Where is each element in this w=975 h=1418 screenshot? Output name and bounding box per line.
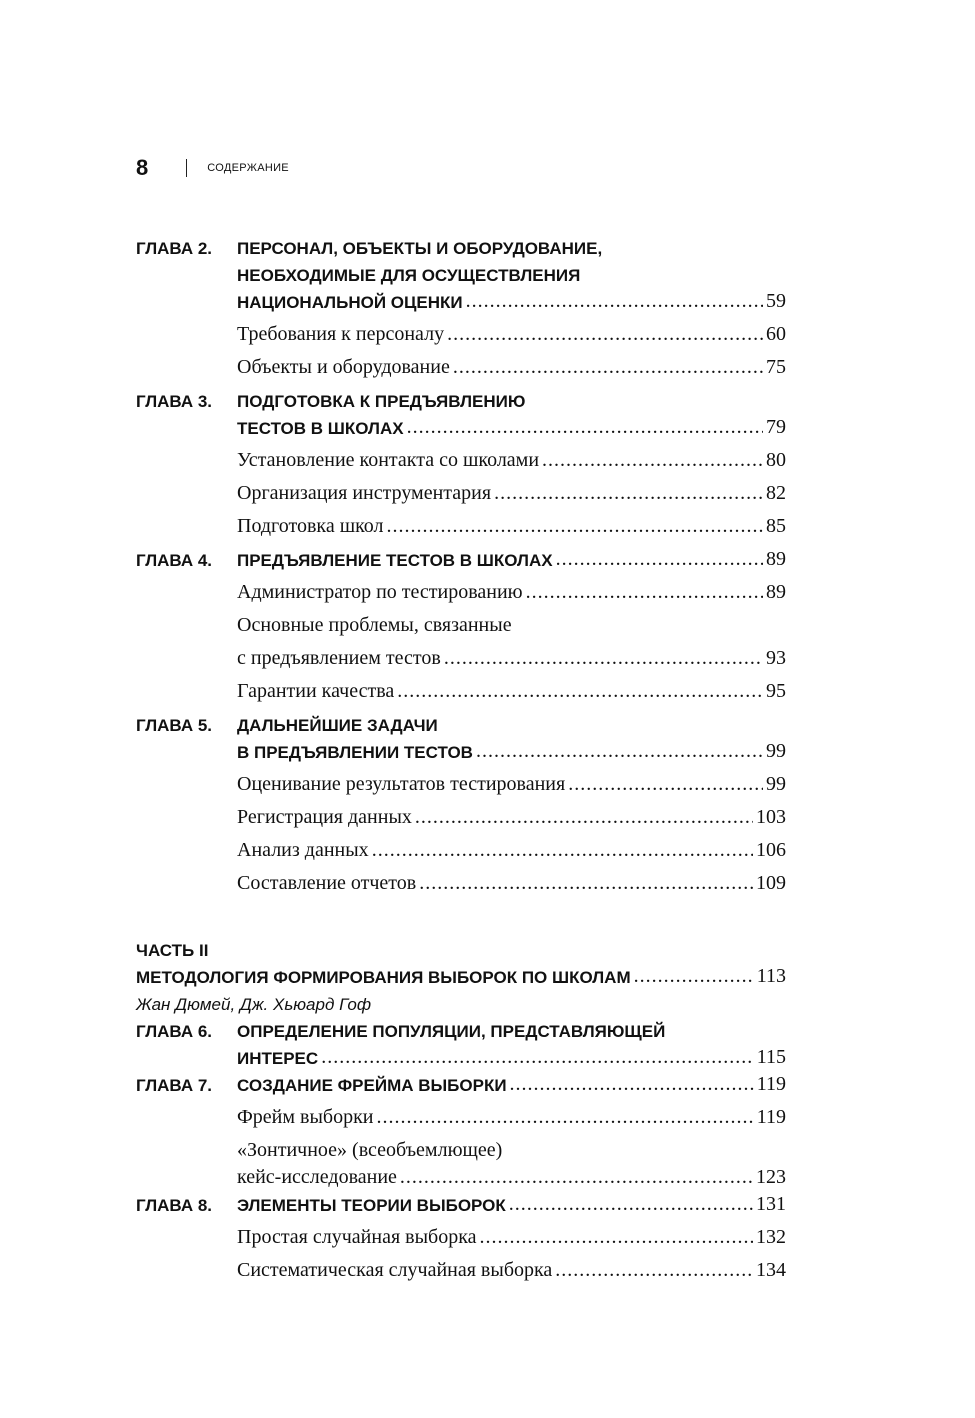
dot-leader xyxy=(509,1193,753,1216)
chapter-title: НАЦИОНАЛЬНОЙ ОЦЕНКИ xyxy=(237,293,463,312)
chapter-title: ЭЛЕМЕНТЫ ТЕОРИИ ВЫБОРОК xyxy=(237,1196,506,1215)
dot-leader xyxy=(466,290,763,313)
toc-entry xyxy=(136,1221,786,1249)
entry-title: с предъявлением тестов xyxy=(237,647,441,669)
toc-chapter-2-line2 xyxy=(136,258,786,286)
toc-chapter-3-line2 xyxy=(136,411,786,439)
page-ref: 131 xyxy=(756,1193,786,1215)
toc-chapter-6-line1 xyxy=(136,1014,786,1042)
page-ref: 60 xyxy=(766,323,786,345)
entry-title: Анализ данных xyxy=(237,839,369,861)
chapter-title: В ПРЕДЪЯВЛЕНИИ ТЕСТОВ xyxy=(237,743,473,762)
toc-entry xyxy=(136,1134,786,1162)
toc-part-2-authors xyxy=(136,987,786,1015)
toc-entry xyxy=(136,867,786,895)
page-ref: 119 xyxy=(756,1073,786,1095)
page-ref: 123 xyxy=(756,1166,786,1188)
page-ref: 79 xyxy=(766,416,786,438)
page-ref: 99 xyxy=(766,773,786,795)
dot-leader xyxy=(444,647,763,670)
part-title: МЕТОДОЛОГИЯ ФОРМИРОВАНИЯ ВЫБОРОК ПО ШКОЛАМ xyxy=(136,968,631,987)
toc-entry xyxy=(136,477,786,505)
entry-title: Требования к персоналу xyxy=(237,323,445,345)
chapter-label: ГЛАВА 3. xyxy=(136,392,213,411)
part-label: ЧАСТЬ II xyxy=(136,941,209,960)
dot-leader xyxy=(510,1073,754,1096)
toc-entry xyxy=(136,642,786,670)
chapter-title: НЕОБХОДИМЫЕ ДЛЯ ОСУЩЕСТВЛЕНИЯ xyxy=(237,266,581,285)
chapter-title: ПЕРСОНАЛ, ОБЪЕКТЫ И ОБОРУДОВАНИЕ, xyxy=(237,239,603,258)
toc-chapter-5-line1 xyxy=(136,708,786,736)
dot-leader xyxy=(634,965,754,988)
dot-leader xyxy=(407,416,763,439)
toc-chapter-2-line1 xyxy=(136,231,786,259)
entry-title: Гарантии качества xyxy=(237,680,395,702)
entry-title: Фрейм выборки xyxy=(237,1106,374,1128)
toc-chapter-7 xyxy=(136,1068,786,1096)
dot-leader xyxy=(542,449,763,472)
entry-title: «Зонтичное» (всеобъемлющее) xyxy=(237,1139,503,1161)
page-ref: 106 xyxy=(756,839,786,861)
page-ref: 93 xyxy=(766,647,786,669)
dot-leader xyxy=(556,548,763,571)
entry-title: Регистрация данных xyxy=(237,806,412,828)
toc-chapter-8 xyxy=(136,1188,786,1216)
chapter-title: ДАЛЬНЕЙШИЕ ЗАДАЧИ xyxy=(237,716,438,735)
toc-part-2-label xyxy=(136,933,786,961)
page-ref: 89 xyxy=(766,581,786,603)
dot-leader xyxy=(372,839,753,862)
running-title: СОДЕРЖАНИЕ xyxy=(207,162,289,174)
page-number: 8 xyxy=(136,155,149,180)
dot-leader xyxy=(321,1046,754,1069)
toc-part-2-title xyxy=(136,960,786,988)
dot-leader xyxy=(476,740,763,763)
dot-leader xyxy=(494,482,763,505)
chapter-title: ТЕСТОВ В ШКОЛАХ xyxy=(237,419,404,438)
page-ref: 82 xyxy=(766,482,786,504)
dot-leader xyxy=(526,581,763,604)
dot-leader xyxy=(415,806,753,829)
part-authors: Жан Дюмей, Дж. Хьюард Гоф xyxy=(136,995,372,1014)
toc-entry xyxy=(136,510,786,538)
toc-chapter-4 xyxy=(136,543,786,571)
page-ref: 115 xyxy=(756,1046,786,1068)
entry-title: Установление контакта со школами xyxy=(237,449,540,471)
page-ref: 75 xyxy=(766,356,786,378)
dot-leader xyxy=(419,872,753,895)
toc-entry xyxy=(136,576,786,604)
toc-chapter-6-line2 xyxy=(136,1041,786,1069)
page-ref: 103 xyxy=(756,806,786,828)
chapter-title: ИНТЕРЕС xyxy=(237,1049,319,1068)
toc-entry xyxy=(136,609,786,637)
toc-entry xyxy=(136,318,786,346)
page-ref: 109 xyxy=(756,872,786,894)
entry-title: Простая случайная выборка xyxy=(237,1226,477,1248)
dot-leader xyxy=(400,1166,753,1189)
toc-chapter-3-line1 xyxy=(136,384,786,412)
page-ref: 59 xyxy=(766,290,786,312)
chapter-title: СОЗДАНИЕ ФРЕЙМА ВЫБОРКИ xyxy=(237,1076,507,1095)
page-ref: 119 xyxy=(756,1106,786,1128)
toc-entry xyxy=(136,1254,786,1282)
dot-leader xyxy=(568,773,763,796)
chapter-title: ПОДГОТОВКА К ПРЕДЪЯВЛЕНИЮ xyxy=(237,392,526,411)
dot-leader xyxy=(397,680,763,703)
chapter-label: ГЛАВА 8. xyxy=(136,1196,213,1215)
toc-entry xyxy=(136,1161,786,1189)
toc-entry xyxy=(136,444,786,472)
toc-entry xyxy=(136,351,786,379)
entry-title: Подготовка школ xyxy=(237,515,384,537)
dot-leader xyxy=(447,323,763,346)
entry-title: Объекты и оборудование xyxy=(237,356,450,378)
chapter-label: ГЛАВА 7. xyxy=(136,1076,213,1095)
toc-entry xyxy=(136,834,786,862)
page-ref: 113 xyxy=(756,965,786,987)
toc-entry xyxy=(136,768,786,796)
chapter-label: ГЛАВА 4. xyxy=(136,551,213,570)
dot-leader xyxy=(555,1259,753,1282)
page-ref: 89 xyxy=(766,548,786,570)
entry-title: кейс-исследование xyxy=(237,1166,397,1188)
chapter-label: ГЛАВА 6. xyxy=(136,1022,213,1041)
page-ref: 134 xyxy=(756,1259,786,1281)
entry-title: Основные проблемы, связанные xyxy=(237,614,512,636)
entry-title: Организация инструментария xyxy=(237,482,492,504)
chapter-title: ОПРЕДЕЛЕНИЕ ПОПУЛЯЦИИ, ПРЕДСТАВЛЯЮЩЕЙ xyxy=(237,1022,666,1041)
entry-title: Систематическая случайная выборка xyxy=(237,1259,553,1281)
dot-leader xyxy=(387,515,763,538)
dot-leader xyxy=(377,1106,754,1129)
page-ref: 80 xyxy=(766,449,786,471)
page-ref: 85 xyxy=(766,515,786,537)
dot-leader xyxy=(453,356,763,379)
entry-title: Составление отчетов xyxy=(237,872,417,894)
chapter-label: ГЛАВА 5. xyxy=(136,716,213,735)
toc-chapter-5-line2 xyxy=(136,735,786,763)
entry-title: Администратор по тестированию xyxy=(237,581,523,603)
entry-title: Оценивание результатов тестирования xyxy=(237,773,566,795)
chapter-title: ПРЕДЪЯВЛЕНИЕ ТЕСТОВ В ШКОЛАХ xyxy=(237,551,553,570)
toc-chapter-2-line3 xyxy=(136,285,786,313)
chapter-label: ГЛАВА 2. xyxy=(136,239,213,258)
toc-entry xyxy=(136,675,786,703)
page-ref: 99 xyxy=(766,740,786,762)
toc-entry xyxy=(136,1101,786,1129)
page-ref: 132 xyxy=(756,1226,786,1248)
toc-entry xyxy=(136,801,786,829)
dot-leader xyxy=(480,1226,753,1249)
page-ref: 95 xyxy=(766,680,786,702)
